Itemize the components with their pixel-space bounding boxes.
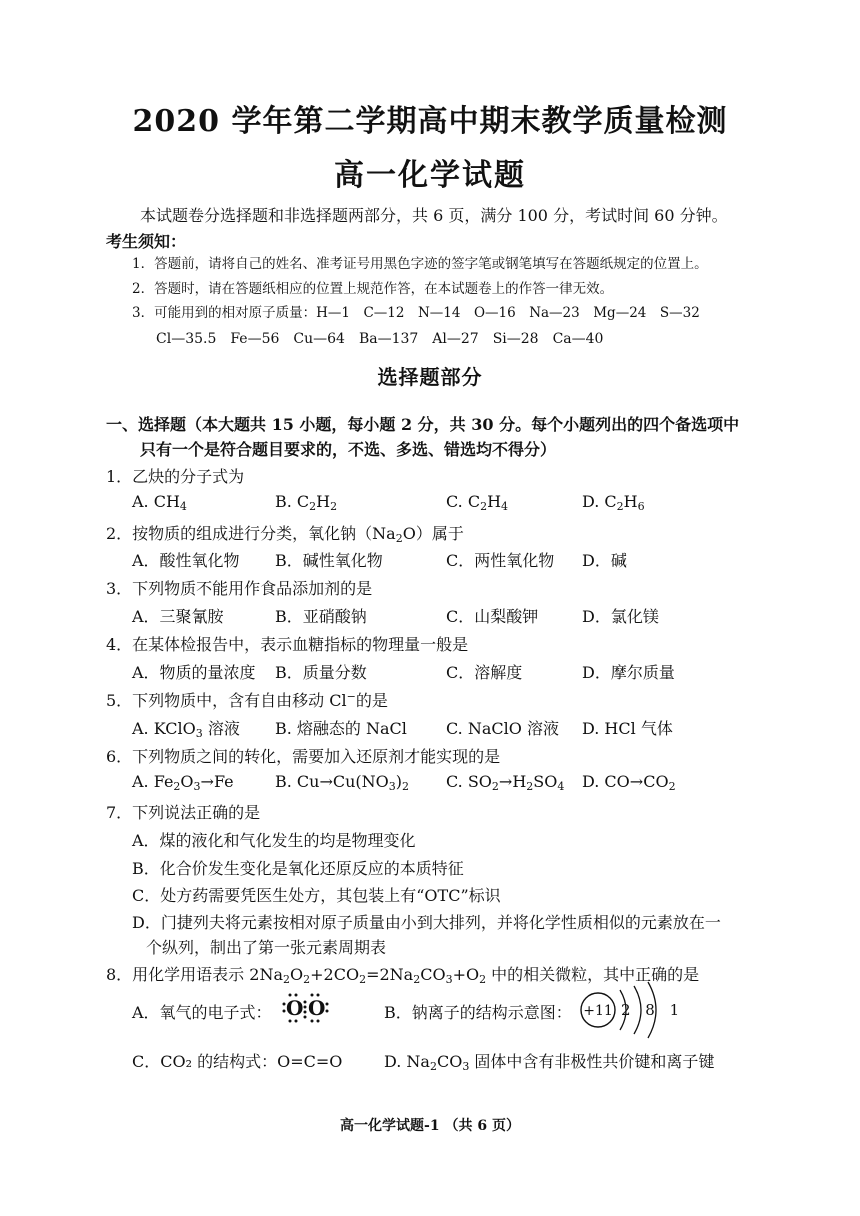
q3-option-c: C．山梨酸钾 — [446, 607, 539, 626]
part-instructions-line2: 只有一个是符合题目要求的，不选、多选、错选均不得分） — [140, 440, 557, 459]
q7-option-d-cont: 个纵列，制出了第一张元素周期表 — [146, 938, 387, 957]
q4-option-d: D．摩尔质量 — [582, 663, 675, 682]
q5-option-b: B. 熔融态的 NaCl — [275, 719, 407, 738]
ion-nucleus-label: +11 — [583, 1003, 613, 1019]
notice-item-3-cont: Cl—35.5 Fe—56 Cu—64 Ba—137 Al—27 Si—28 Ca—40 — [156, 331, 604, 347]
q3-option-d: D．氯化镁 — [582, 607, 659, 626]
notice-item-3: 3．可能用到的相对原子质量：H—1 C—12 N—14 O—16 Na—23 Mg—24 S—32 — [132, 305, 700, 321]
oxygen-electron-formula — [282, 990, 332, 1024]
q7-option-c: C．处方药需要凭医生处方，其包装上有“OTC”标识 — [132, 886, 501, 905]
q4-option-b: B．质量分数 — [275, 663, 367, 682]
q4-option-c: C．溶解度 — [446, 663, 523, 682]
svg-text:O: O — [308, 996, 326, 1020]
q3-option-a: A．三聚氰胺 — [132, 607, 224, 626]
exam-title: 2020 学年第二学期高中期末教学质量检测 — [132, 104, 728, 139]
q5-option-c: C. NaClO 溶液 — [446, 719, 559, 738]
q4-option-a: A．物质的量浓度 — [132, 663, 256, 682]
q2-option-a: A．酸性氧化物 — [132, 551, 240, 570]
q1-option-b: B. $C_2H_2$ — [275, 492, 338, 513]
exam-subtitle: 高一化学试题 — [334, 158, 526, 193]
question-2: 2．按物质的组成进行分类，氧化钠$(Na_2O)$属于 — [106, 524, 464, 545]
notice-item-1: 1．答题前，请将自己的姓名、准考证号用黑色字迹的签字笔或钢笔填写在答题纸规定的位置上。 — [132, 256, 708, 272]
q8-option-b: B．钠离子的结构示意图： — [384, 1003, 572, 1022]
question-1: 1．乙炔的分子式为 — [106, 467, 245, 486]
notice-heading: 考生须知： — [106, 232, 187, 251]
q6-option-c: C. $SO_2\to H_2SO_4$ — [446, 772, 565, 793]
q6-option-b: B. $Cu\to Cu(NO_3)_2$ — [275, 772, 410, 793]
q2-option-d: D．碱 — [582, 551, 627, 570]
ion-shell-electrons: 2 8 1 — [621, 1001, 685, 1019]
q7-option-b: B．化合价发生变化是氧化还原反应的本质特征 — [132, 859, 464, 878]
q2-option-c: C．两性氧化物 — [446, 551, 555, 570]
question-6: 6．下列物质之间的转化，需要加入还原剂才能实现的是 — [106, 747, 501, 766]
question-4: 4．在某体检报告中，表示血糖指标的物理量一般是 — [106, 635, 469, 654]
q7-option-a: A．煤的液化和气化发生的均是物理变化 — [132, 831, 416, 850]
exam-intro: 本试题卷分选择题和非选择题两部分，共 6 页，满分 100 分，考试时间 60 分钟。 — [140, 206, 728, 225]
question-3: 3．下列物质不能用作食品添加剂的是 — [106, 579, 373, 598]
q8-option-d: D. $Na_2CO_3$ 固体中含有非极性共价键和离子键 — [384, 1052, 715, 1073]
q1-option-a: A. $CH_4$ — [132, 492, 187, 513]
svg-text:O: O — [286, 996, 304, 1020]
q8-option-c: C．CO₂ 的结构式：O=C=O — [132, 1052, 343, 1071]
q5-option-a: A. KClO$_3$ 溶液 — [132, 719, 240, 740]
q6-option-d: D. $CO\to CO_2$ — [582, 772, 676, 793]
sodium-ion-structure-diagram — [576, 978, 685, 1042]
q8-option-a: A．氧气的电子式： — [132, 1003, 272, 1022]
question-7: 7．下列说法正确的是 — [106, 803, 261, 822]
q2-option-b: B．碱性氧化物 — [275, 551, 383, 570]
question-8: 8．用化学用语表示 $2Na_2O_2+2CO_2=2Na_2CO_3+O_2$ 中的相关微粒，其中正确的是 — [106, 965, 700, 986]
question-5: 5．下列物质中，含有自由移动 Cl−的是 — [106, 690, 388, 710]
section-title: 选择题部分 — [377, 365, 483, 389]
q6-option-a: A. $Fe_2O_3\to Fe$ — [132, 772, 234, 793]
q1-option-d: D. $C_2H_6$ — [582, 492, 645, 513]
part-instructions-line1: 一、选择题（本大题共 15 小题，每小题 2 分，共 30 分。每个小题列出的四个备选项中 — [106, 415, 740, 434]
q7-option-d: D．门捷列夫将元素按相对原子质量由小到大排列，并将化学性质相似的元素放在一 — [132, 913, 721, 932]
q3-option-b: B．亚硝酸钠 — [275, 607, 367, 626]
q1-option-c: C. $C_2H_4$ — [446, 492, 509, 513]
notice-item-2: 2．答题时，请在答题纸相应的位置上规范作答，在本试题卷上的作答一律无效。 — [132, 281, 614, 297]
q5-option-d: D. HCl 气体 — [582, 719, 673, 738]
page-footer: 高一化学试题-1 （共 6 页） — [340, 1118, 520, 1134]
